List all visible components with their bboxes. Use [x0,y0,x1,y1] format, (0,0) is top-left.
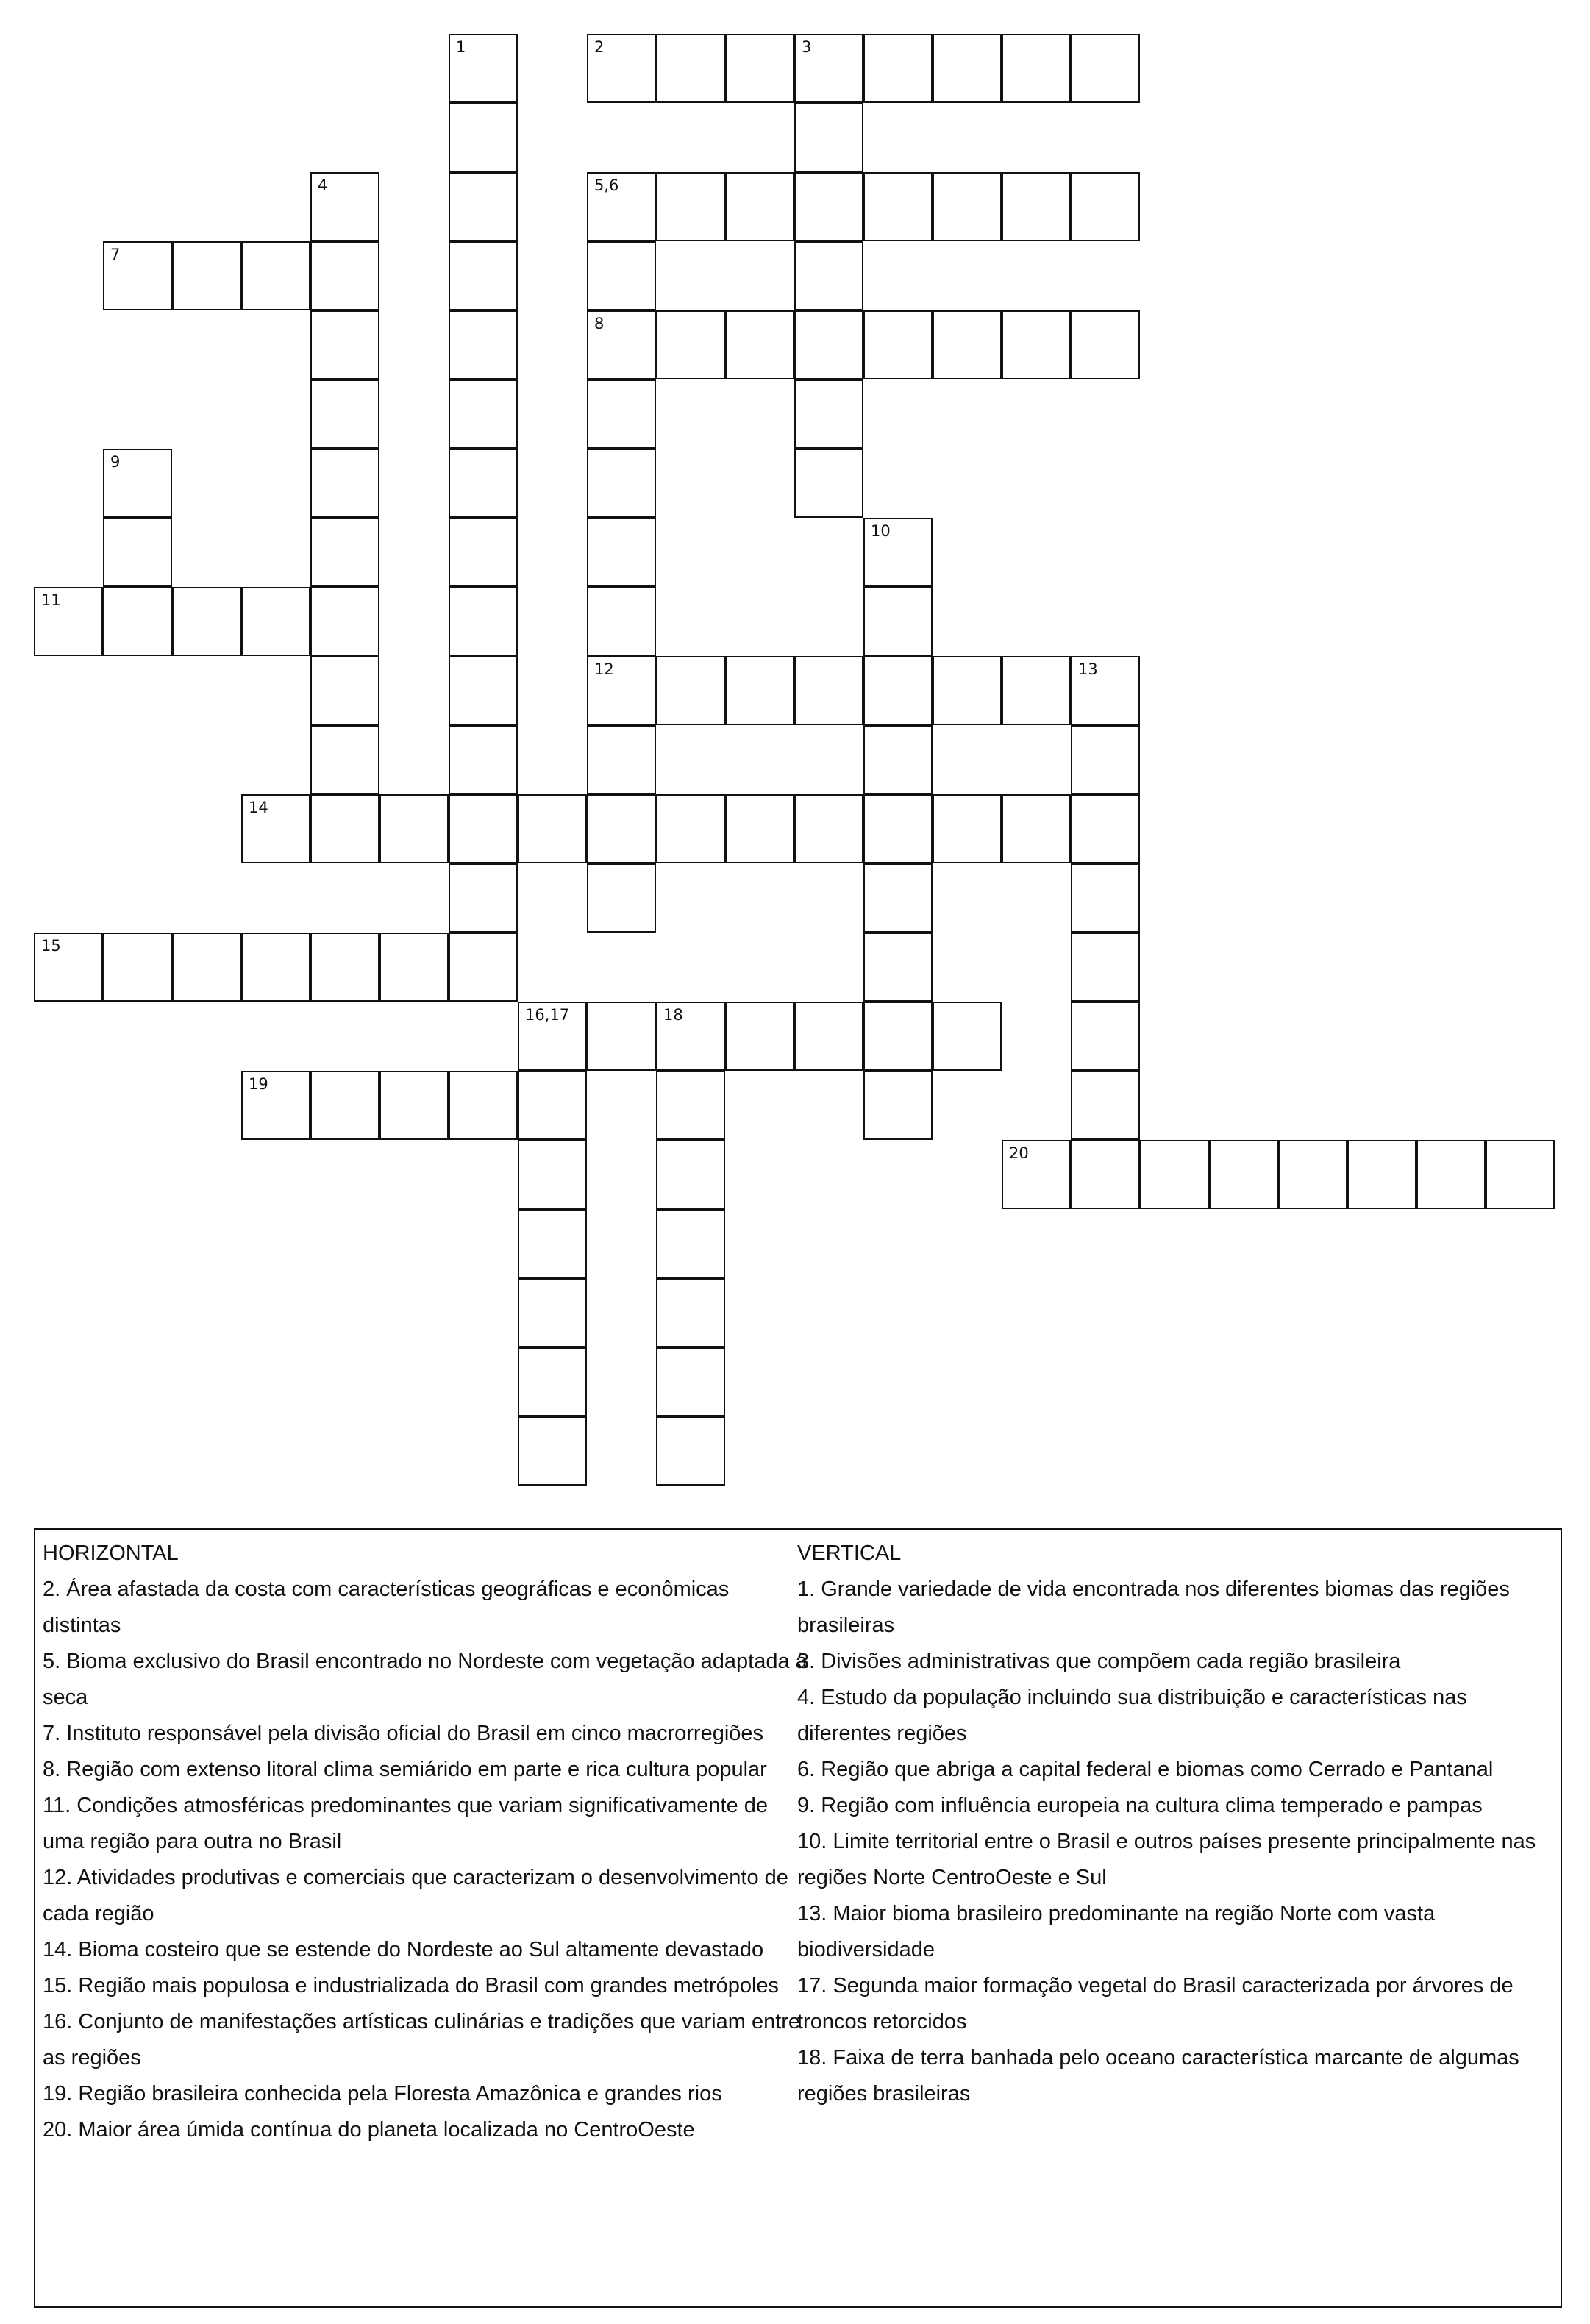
grid-cell[interactable] [725,1002,794,1071]
grid-cell[interactable] [794,449,863,518]
clue-across: 5. Bioma exclusivo do Brasil encontrado no Nordeste com vegetação adaptada à seca [43,1650,808,1709]
grid-cell[interactable] [587,310,656,379]
grid-cell[interactable] [449,933,518,1002]
clue-across: 7. Instituto responsável pela divisão oficial do Brasil em cinco macrorregiões [43,1722,764,1745]
grid-cell[interactable] [587,518,656,587]
grid-cell[interactable] [656,1278,725,1347]
clue-down: 17. Segunda maior formação vegetal do Brasil caracterizada por árvores de troncos retorcidos [797,1974,1514,2034]
grid-cell[interactable] [1002,1140,1071,1209]
grid-cell[interactable] [241,241,310,310]
clue-number: 16,17 [525,1006,570,1024]
grid-cell[interactable] [1071,1140,1140,1209]
grid-cell[interactable] [933,794,1002,863]
grid-cell[interactable] [310,518,379,587]
grid-cell[interactable] [933,656,1002,725]
grid-cell[interactable] [1002,310,1071,379]
clue-across: 15. Região mais populosa e industrializada do Brasil com grandes metrópoles [43,1974,780,1997]
grid-cell[interactable] [310,587,379,656]
grid-cell[interactable] [1140,1140,1209,1209]
clue-across: 19. Região brasileira conhecida pela Floresta Amazônica e grandes rios [43,2082,722,2106]
vertical-clues [797,1536,1555,2112]
grid-cell[interactable] [1278,1140,1347,1209]
grid-cell[interactable] [34,933,103,1002]
grid-cell[interactable] [310,379,379,449]
grid-cell[interactable] [518,1278,587,1347]
clue-down: 13. Maior bioma brasileiro predominante na região Norte com vasta biodiversidade [797,1902,1436,1961]
grid-cell[interactable] [449,587,518,656]
grid-cell[interactable] [1071,863,1140,933]
grid-cell[interactable] [449,103,518,172]
clue-down: 6. Região que abriga a capital federal e biomas como Cerrado e Pantanal [797,1758,1494,1781]
grid-cell[interactable] [518,1416,587,1486]
grid-cell[interactable] [1071,933,1140,1002]
grid-cell[interactable] [379,1071,449,1140]
grid-cell[interactable] [310,656,379,725]
grid-cell[interactable] [1071,725,1140,794]
grid-cell[interactable] [103,518,172,587]
grid-cell[interactable] [587,172,656,241]
grid-cell[interactable] [587,863,656,933]
grid-cell[interactable] [656,1002,725,1071]
clue-across: 20. Maior área úmida contínua do planeta localizada no CentroOeste [43,2118,695,2142]
grid-cell[interactable] [103,933,172,1002]
grid-cell[interactable] [449,725,518,794]
grid-cell[interactable] [1071,34,1140,103]
grid-cell[interactable] [587,1002,656,1071]
grid-cell[interactable] [1071,794,1140,863]
grid-cell[interactable] [587,656,656,725]
grid-cell[interactable] [449,449,518,518]
clue-number: 13 [1078,660,1098,678]
grid-cell[interactable] [241,1071,310,1140]
grid-cell[interactable] [1002,656,1071,725]
clue-number: 4 [318,177,328,194]
grid-cell[interactable] [1486,1140,1555,1209]
grid-cell[interactable] [103,241,172,310]
grid-cell[interactable] [725,34,794,103]
grid-cell[interactable] [310,310,379,379]
clue-down: 4. Estudo da população incluindo sua distribuição e características nas diferentes regiões [797,1686,1467,1745]
grid-cell[interactable] [1071,1071,1140,1140]
grid-cell[interactable] [449,241,518,310]
grid-cell[interactable] [1071,656,1140,725]
grid-cell[interactable] [518,1209,587,1278]
grid-cell[interactable] [863,1071,933,1140]
grid-cell[interactable] [863,1002,933,1071]
grid-cell[interactable] [794,379,863,449]
grid-cell[interactable] [863,933,933,1002]
clue-number: 19 [249,1075,268,1093]
grid-cell[interactable] [656,794,725,863]
grid-cell[interactable] [449,34,518,103]
grid-cell[interactable] [863,863,933,933]
grid-cell[interactable] [863,310,933,379]
grid-cell[interactable] [449,172,518,241]
horizontal-heading: HORIZONTAL [43,1541,179,1565]
clue-number: 1 [456,38,466,56]
clue-down: 10. Limite territorial entre o Brasil e outros países presente principalmente nas regiões Norte CentroOeste e Sul [797,1830,1536,1889]
clue-down: 9. Região com influência europeia na cultura clima temperado e pampas [797,1794,1483,1817]
grid-cell[interactable] [172,933,241,1002]
grid-cell[interactable] [1071,310,1140,379]
grid-cell[interactable] [1416,1140,1486,1209]
clue-across: 12. Atividades produtivas e comerciais que caracterizam o desenvolvimento de cada região [43,1866,788,1925]
grid-cell[interactable] [1002,794,1071,863]
grid-cell[interactable] [863,794,933,863]
grid-cell[interactable] [656,172,725,241]
vertical-heading: VERTICAL [797,1541,902,1565]
grid-cell[interactable] [587,379,656,449]
horizontal-clues [43,1536,808,2148]
grid-cell[interactable] [241,587,310,656]
grid-cell[interactable] [794,103,863,172]
grid-cell[interactable] [725,310,794,379]
clue-across: 8. Região com extenso litoral clima semiárido em parte e rica cultura popular [43,1758,767,1781]
clue-number: 18 [663,1006,683,1024]
grid-cell[interactable] [587,241,656,310]
clue-down: 3. Divisões administrativas que compõem cada região brasileira [797,1650,1401,1673]
grid-cell[interactable] [587,725,656,794]
clue-number: 2 [594,38,605,56]
grid-cell[interactable] [449,794,518,863]
grid-cell[interactable] [587,34,656,103]
clue-number: 8 [594,315,605,332]
grid-cell[interactable] [725,656,794,725]
grid-cell[interactable] [656,1071,725,1140]
grid-cell[interactable] [656,310,725,379]
grid-cell[interactable] [656,1347,725,1416]
grid-cell[interactable] [449,518,518,587]
clue-number: 10 [871,522,891,540]
grid-cell[interactable] [794,241,863,310]
clue-number: 9 [110,453,121,471]
grid-cell[interactable] [34,587,103,656]
grid-cell[interactable] [933,172,1002,241]
grid-cell[interactable] [518,1347,587,1416]
clue-number: 5,6 [594,177,619,194]
grid-cell[interactable] [518,1071,587,1140]
clue-across: 2. Área afastada da costa com características geográficas e econômicas distintas [43,1578,730,1637]
grid-cell[interactable] [656,656,725,725]
grid-cell[interactable] [518,1002,587,1071]
grid-cell[interactable] [449,379,518,449]
clue-number: 14 [249,799,268,816]
grid-cell[interactable] [103,449,172,518]
grid-cell[interactable] [1071,172,1140,241]
grid-cell[interactable] [863,725,933,794]
grid-cell[interactable] [379,933,449,1002]
grid-cell[interactable] [1209,1140,1278,1209]
grid-cell[interactable] [863,587,933,656]
clue-across: 16. Conjunto de manifestações artísticas culinárias e tradições que variam entre as regiões [43,2010,801,2070]
clue-number: 12 [594,660,614,678]
grid-cell[interactable] [656,34,725,103]
clue-number: 11 [41,591,61,609]
grid-cell[interactable] [1071,1002,1140,1071]
clue-number: 15 [41,937,61,955]
grid-cell[interactable] [794,794,863,863]
grid-cell[interactable] [933,1002,1002,1071]
grid-cell[interactable] [725,794,794,863]
grid-cell[interactable] [310,241,379,310]
clue-number: 20 [1009,1144,1029,1162]
grid-cell[interactable] [310,794,379,863]
grid-cell[interactable] [1002,34,1071,103]
grid-cell[interactable] [310,1071,379,1140]
grid-cell[interactable] [725,172,794,241]
grid-cell[interactable] [172,587,241,656]
grid-cell[interactable] [587,587,656,656]
clue-across: 11. Condições atmosféricas predominantes que variam significativamente de uma região para outra no Brasil [43,1794,768,1853]
grid-cell[interactable] [310,725,379,794]
grid-cell[interactable] [310,449,379,518]
grid-cell[interactable] [1002,172,1071,241]
grid-cell[interactable] [863,656,933,725]
grid-cell[interactable] [449,310,518,379]
clues-box [34,1528,1562,2308]
grid-cell[interactable] [794,656,863,725]
clue-down: 1. Grande variedade de vida encontrada nos diferentes biomas das regiões brasileiras [797,1578,1510,1637]
grid-cell[interactable] [1347,1140,1416,1209]
grid-cell[interactable] [656,1140,725,1209]
grid-cell[interactable] [241,794,310,863]
grid-cell[interactable] [656,1416,725,1486]
grid-cell[interactable] [863,518,933,587]
grid-cell[interactable] [310,172,379,241]
clue-number: 3 [802,38,812,56]
clue-across: 14. Bioma costeiro que se estende do Nordeste ao Sul altamente devastado [43,1938,764,1961]
grid-cell[interactable] [241,933,310,1002]
grid-cell[interactable] [863,172,933,241]
grid-cell[interactable] [379,794,449,863]
clue-number: 7 [110,246,121,263]
grid-cell[interactable] [794,34,863,103]
grid-cell[interactable] [518,794,587,863]
grid-cell[interactable] [863,34,933,103]
clue-down: 18. Faixa de terra banhada pelo oceano característica marcante de algumas regiões brasileiras [797,2046,1519,2106]
grid-cell[interactable] [794,1002,863,1071]
grid-cell[interactable] [518,1140,587,1209]
grid-cell[interactable] [656,1209,725,1278]
grid-cell[interactable] [449,863,518,933]
grid-cell[interactable] [172,241,241,310]
grid-cell[interactable] [933,34,1002,103]
grid-cell[interactable] [103,587,172,656]
grid-cell[interactable] [587,794,656,863]
grid-cell[interactable] [933,310,1002,379]
grid-cell[interactable] [449,656,518,725]
grid-cell[interactable] [587,449,656,518]
grid-cell[interactable] [794,172,863,241]
grid-cell[interactable] [794,310,863,379]
grid-cell[interactable] [310,933,379,1002]
grid-cell[interactable] [449,1071,518,1140]
